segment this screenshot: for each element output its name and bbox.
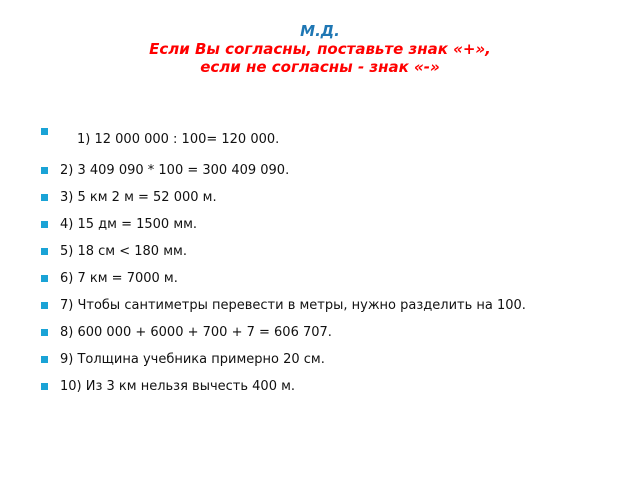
statement-item-7 xyxy=(40,296,620,323)
square-bullet-icon xyxy=(41,302,48,309)
statement-text: 9) Толщина учебника примерно 20 см. xyxy=(60,352,325,367)
statement-list xyxy=(40,125,620,404)
statement-item-5 xyxy=(40,242,620,269)
statement-item-3 xyxy=(40,188,620,215)
statement-item-6 xyxy=(40,269,620,296)
square-bullet-icon xyxy=(41,194,48,201)
square-bullet-icon xyxy=(41,221,48,228)
statement-text: 3) 5 км 2 м = 52 000 м. xyxy=(60,190,217,205)
statement-text: 10) Из 3 км нельзя вычесть 400 м. xyxy=(60,379,296,394)
square-bullet-icon xyxy=(41,167,48,174)
statement-item-1 xyxy=(40,125,620,161)
statement-text: 6) 7 км = 7000 м. xyxy=(60,271,178,286)
statement-text: 4) 15 дм = 1500 мм. xyxy=(60,217,198,232)
statement-item-2 xyxy=(40,161,620,188)
square-bullet-icon xyxy=(41,128,48,135)
statement-text: 2) 3 409 090 * 100 = 300 409 090. xyxy=(60,163,290,178)
square-bullet-icon xyxy=(41,356,48,363)
instruction-line-2: если не согласны - знак «-» xyxy=(200,58,440,76)
statement-item-9 xyxy=(40,350,620,377)
statement-item-4 xyxy=(40,215,620,242)
statement-text: 7) Чтобы сантиметры перевести в метры, нужно разделить на 100. xyxy=(60,298,526,313)
instruction-line-1: Если Вы согласны, поставьте знак «+», xyxy=(149,40,491,58)
author-initials: М.Д. xyxy=(300,22,340,40)
statement-text: 5) 18 см < 180 мм. xyxy=(60,244,187,259)
statement-item-8 xyxy=(40,323,620,350)
square-bullet-icon xyxy=(41,248,48,255)
slide-header xyxy=(0,22,640,76)
statement-item-10 xyxy=(40,377,620,404)
statement-text: 1) 12 000 000 : 100= 120 000. xyxy=(77,132,280,147)
statement-text: 8) 600 000 + 6000 + 700 + 7 = 606 707. xyxy=(60,325,332,340)
square-bullet-icon xyxy=(41,275,48,282)
square-bullet-icon xyxy=(41,329,48,336)
square-bullet-icon xyxy=(41,383,48,390)
